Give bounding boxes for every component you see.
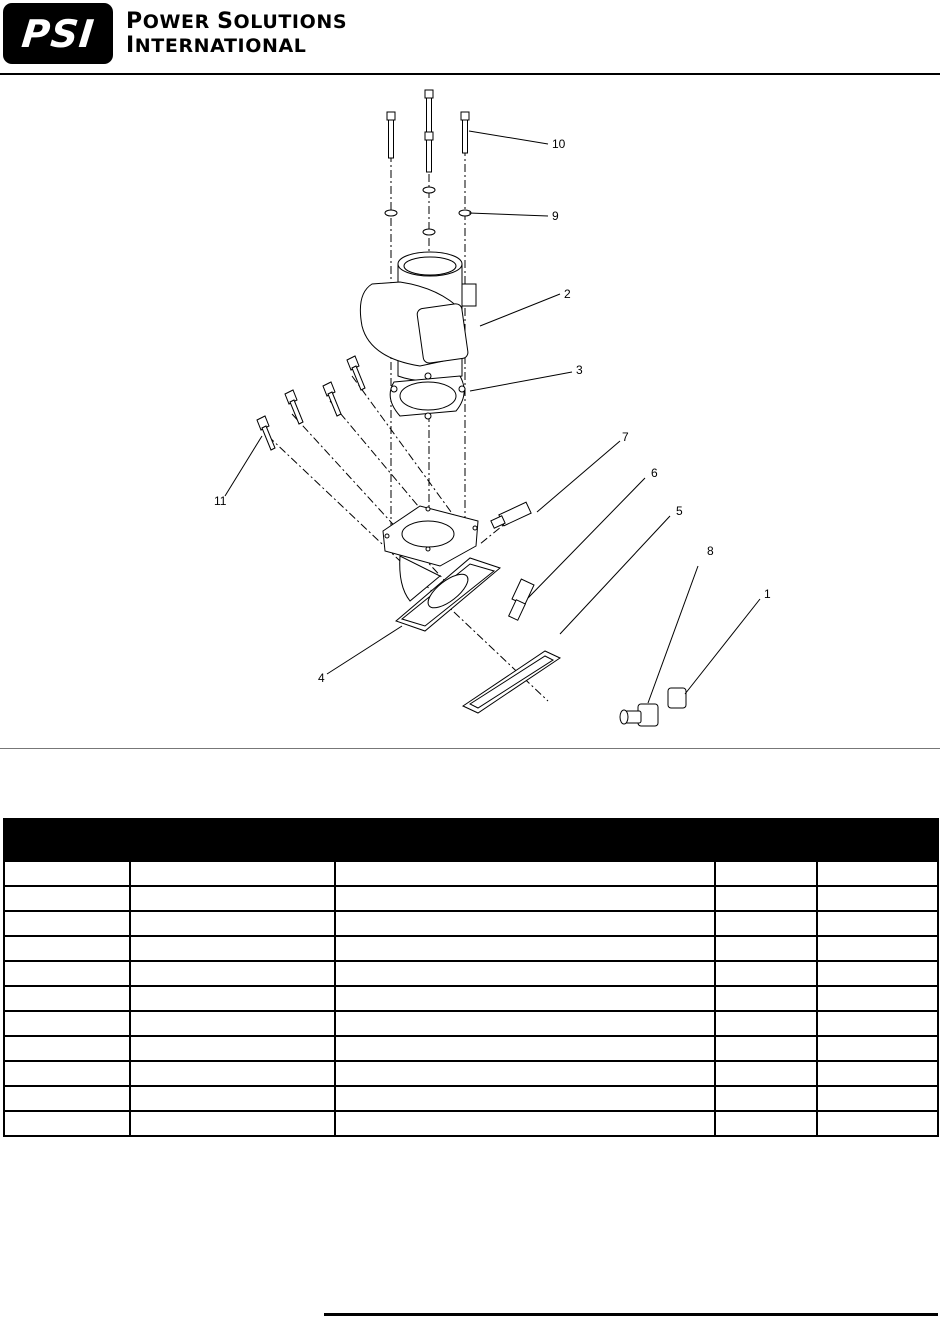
table-cell	[4, 1011, 130, 1036]
table-cell	[130, 1061, 335, 1086]
table-cell	[715, 1061, 817, 1086]
table-cell	[130, 911, 335, 936]
adapter-elbow	[383, 506, 500, 631]
table-cell	[817, 936, 938, 961]
header-cell	[4, 819, 130, 861]
table-row	[4, 1086, 938, 1111]
lower-gasket	[463, 651, 560, 713]
logo-text: PSI	[19, 11, 97, 56]
table-cell	[715, 861, 817, 886]
table-cell	[817, 961, 938, 986]
table-body	[4, 861, 938, 1136]
table-cell	[335, 1111, 715, 1136]
table-cell	[817, 861, 938, 886]
table-cell	[130, 1086, 335, 1111]
table-cell	[817, 986, 938, 1011]
top-bolts	[387, 90, 469, 172]
header-rule	[0, 73, 940, 75]
table-cell	[817, 911, 938, 936]
table-cell	[817, 1036, 938, 1061]
table-cell	[335, 1011, 715, 1036]
company-name	[126, 10, 347, 58]
callout-1: 1	[764, 587, 771, 601]
callout-8: 8	[707, 544, 714, 558]
header-cell	[715, 819, 817, 861]
header-cell	[335, 819, 715, 861]
table-row	[4, 1036, 938, 1061]
table-row	[4, 1061, 938, 1086]
upper-gasket	[390, 373, 465, 419]
table-cell	[715, 1111, 817, 1136]
leader-lines	[225, 131, 760, 703]
throttle-body	[360, 252, 476, 381]
parts-list-table	[3, 818, 939, 1137]
table-cell	[4, 911, 130, 936]
callout-4: 4	[318, 671, 325, 685]
table-row	[4, 911, 938, 936]
callout-2: 2	[564, 287, 571, 301]
table-cell	[817, 1061, 938, 1086]
sensor-6	[509, 579, 534, 620]
exploded-parts-diagram	[0, 76, 940, 746]
table-cell	[4, 886, 130, 911]
side-bolts	[257, 356, 365, 450]
table-cell	[335, 1036, 715, 1061]
header-cell	[130, 819, 335, 861]
table-cell	[335, 911, 715, 936]
table-cell	[715, 886, 817, 911]
table-cell	[715, 1086, 817, 1111]
table-row	[4, 986, 938, 1011]
table-cell	[715, 1036, 817, 1061]
sensor-7	[491, 502, 531, 528]
table-cell	[4, 961, 130, 986]
table-row	[4, 1111, 938, 1136]
table-cell	[817, 886, 938, 911]
table-row	[4, 936, 938, 961]
table-cell	[335, 936, 715, 961]
table-cell	[4, 1111, 130, 1136]
diagram-drawing	[0, 76, 940, 746]
table-cell	[335, 886, 715, 911]
table-header-row	[4, 819, 938, 861]
company-name-line2: INTERNATIONAL	[126, 33, 307, 58]
table-cell	[130, 1011, 335, 1036]
table-cell	[715, 986, 817, 1011]
fitting-8-and-cap-1	[620, 688, 686, 726]
table-cell	[4, 986, 130, 1011]
washers	[385, 187, 471, 235]
table-cell	[715, 961, 817, 986]
callout-11: 11	[214, 494, 227, 508]
table-cell	[335, 986, 715, 1011]
callout-9: 9	[552, 209, 559, 223]
callout-3: 3	[576, 363, 583, 377]
table-cell	[335, 861, 715, 886]
table-cell	[817, 1111, 938, 1136]
table-cell	[130, 936, 335, 961]
table-cell	[130, 961, 335, 986]
company-name-line1: POWER SOLUTIONS	[126, 9, 348, 34]
table-cell	[130, 1111, 335, 1136]
callout-10: 10	[552, 137, 566, 151]
table-cell	[130, 861, 335, 886]
callout-5: 5	[676, 504, 683, 518]
table-cell	[715, 911, 817, 936]
page-header	[0, 0, 940, 76]
footer-rule	[324, 1313, 938, 1316]
section-divider	[0, 748, 940, 749]
callout-7: 7	[622, 430, 629, 444]
table-row	[4, 861, 938, 886]
table-cell	[335, 1061, 715, 1086]
table-row	[4, 886, 938, 911]
table-cell	[4, 1086, 130, 1111]
header-cell	[817, 819, 938, 861]
table-cell	[335, 961, 715, 986]
table-cell	[4, 1036, 130, 1061]
table-cell	[715, 1011, 817, 1036]
table-cell	[130, 1036, 335, 1061]
table-cell	[130, 986, 335, 1011]
table-row	[4, 1011, 938, 1036]
callout-6: 6	[651, 466, 658, 480]
table-cell	[817, 1086, 938, 1111]
psi-logo	[3, 3, 113, 64]
table-cell	[335, 1086, 715, 1111]
table-cell	[130, 886, 335, 911]
table-cell	[4, 861, 130, 886]
table-cell	[4, 1061, 130, 1086]
table-cell	[715, 936, 817, 961]
table-row	[4, 961, 938, 986]
table-cell	[4, 936, 130, 961]
table-cell	[817, 1011, 938, 1036]
